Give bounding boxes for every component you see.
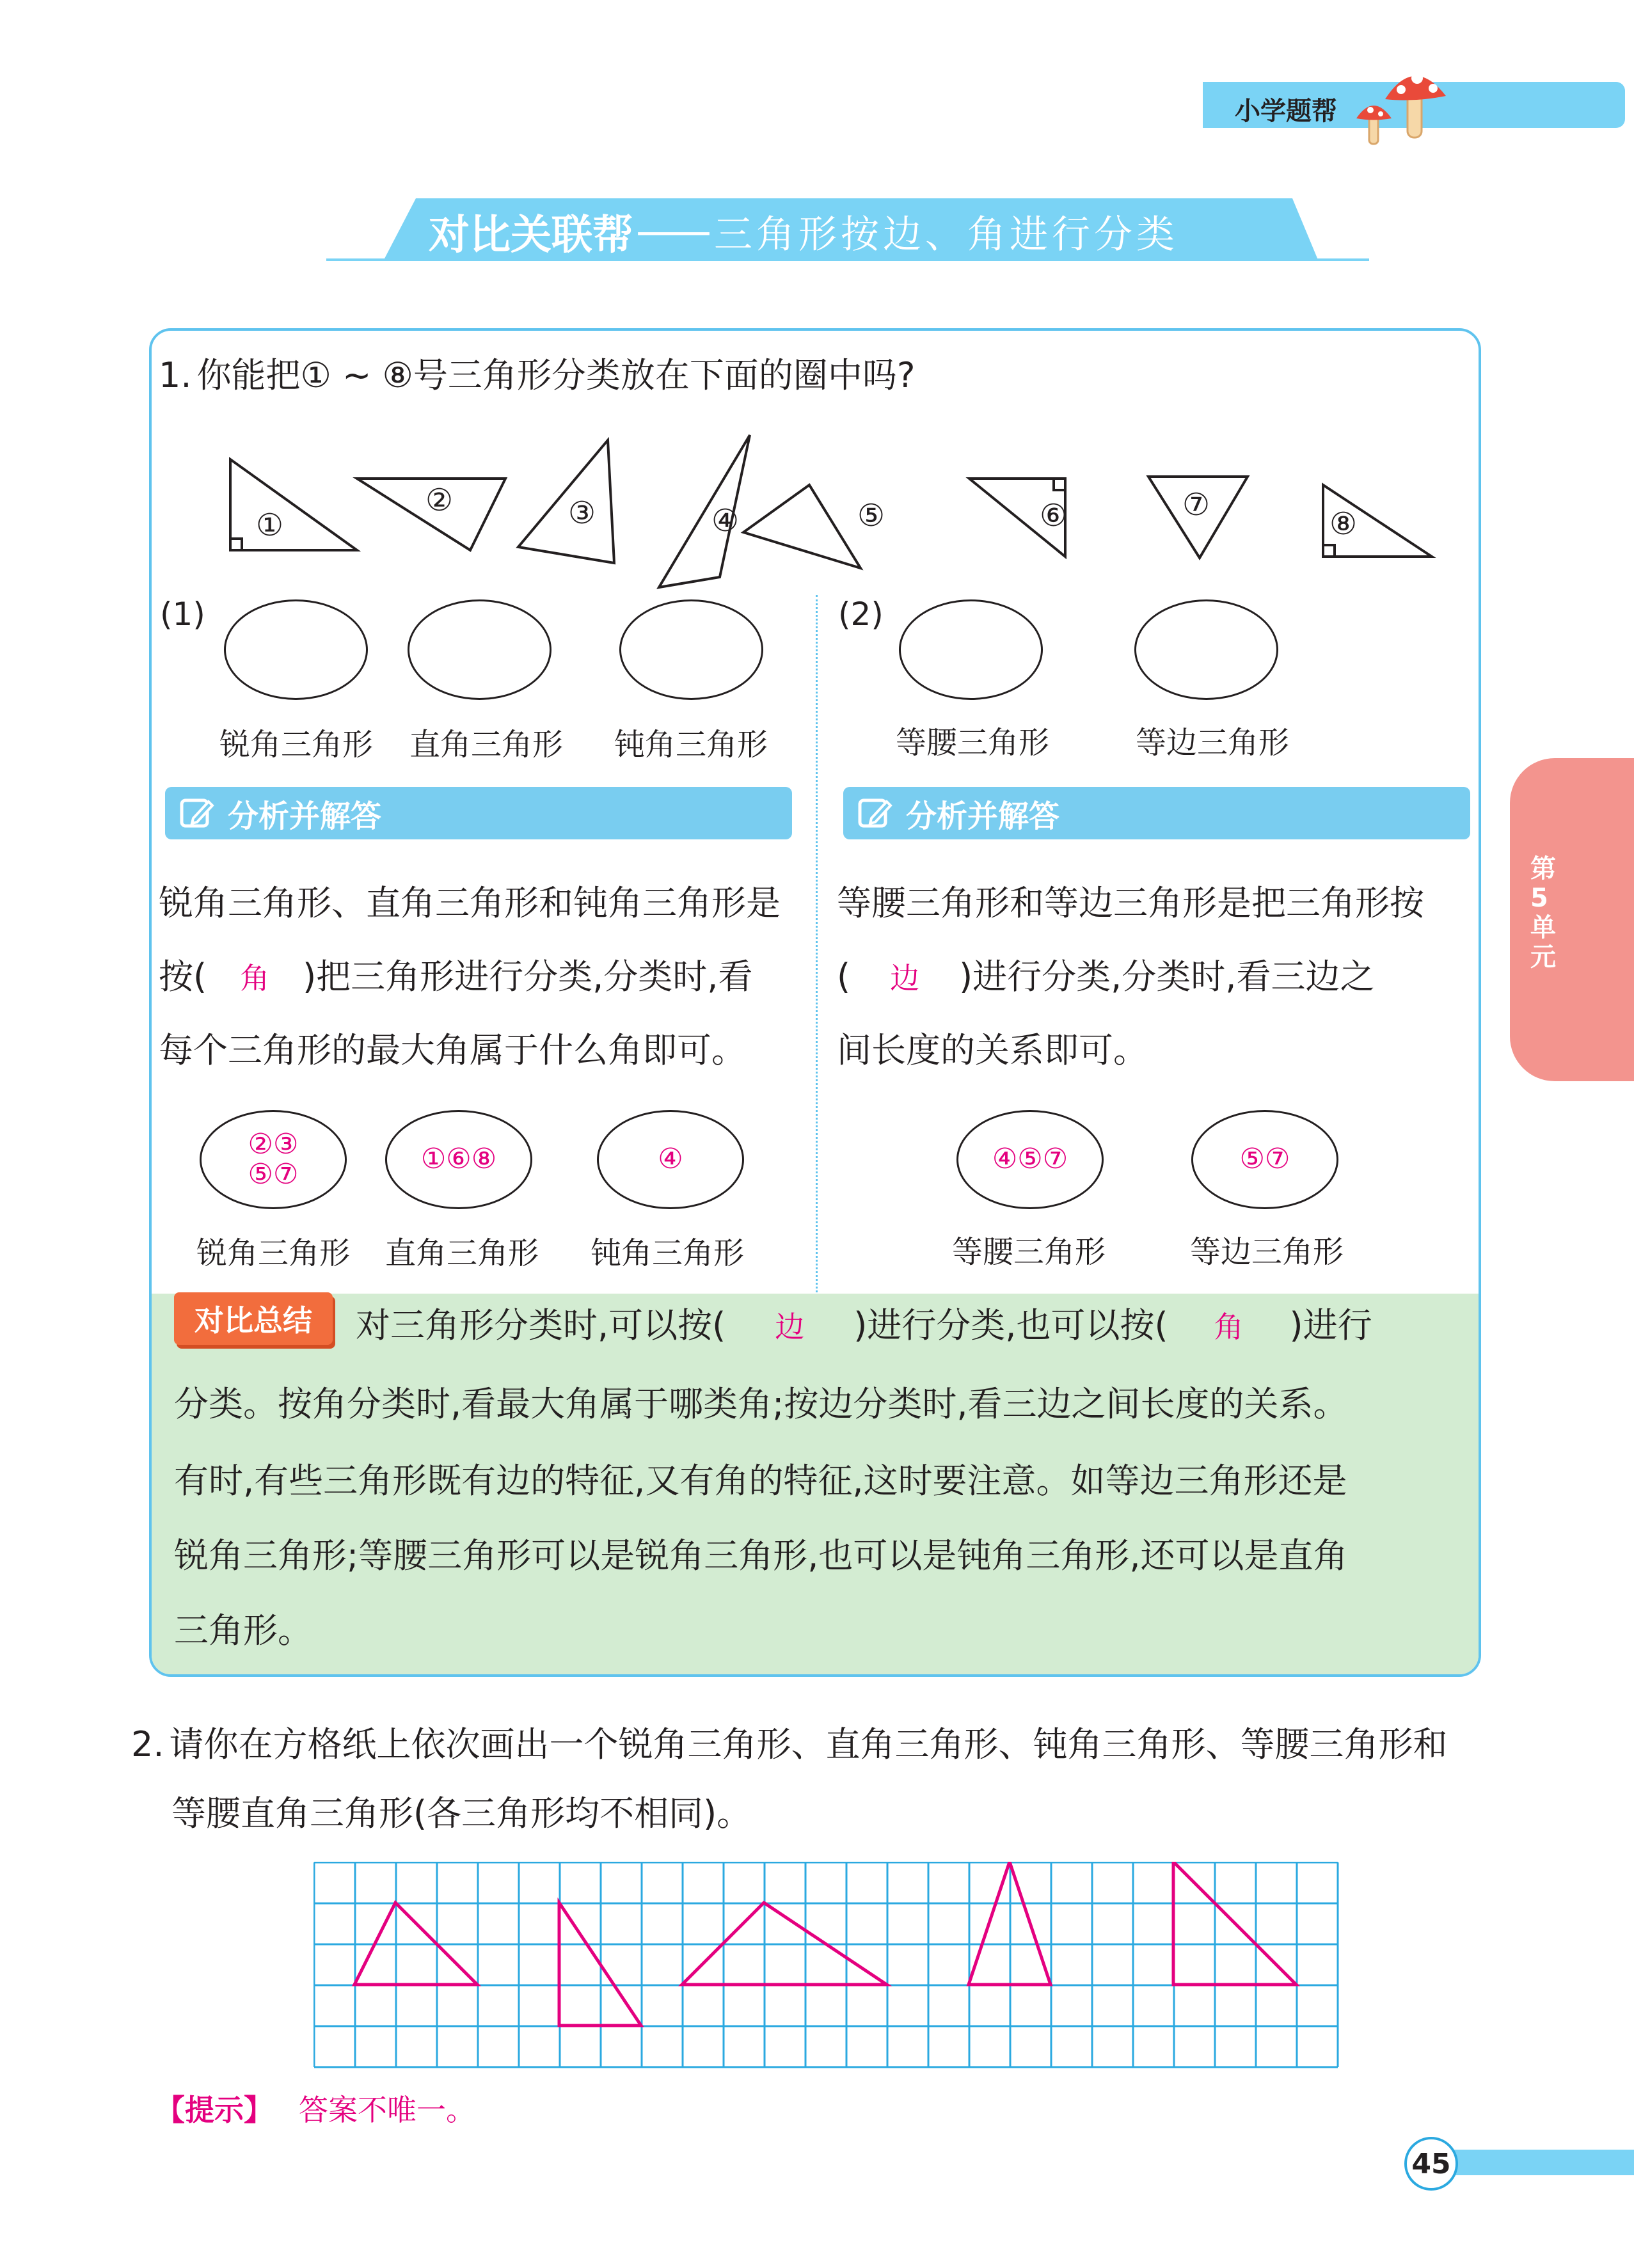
triangle-label-7: ⑦: [1182, 487, 1210, 523]
part2-explain-line2: [837, 956, 1375, 997]
blank-ellipse-equilateral[interactable]: [1134, 599, 1278, 700]
answer-label-acute: 锐角三角形: [196, 1235, 351, 1271]
brand-text: 小学题帮: [1235, 97, 1337, 126]
summary-line5: 三角形。: [174, 1610, 312, 1651]
part2-label-isosceles: 等腰三角形: [896, 725, 1050, 761]
part2-answer-side: 边: [890, 961, 920, 995]
blank-ellipse-right[interactable]: [408, 599, 551, 700]
q1-question: [159, 355, 916, 395]
answer-ellipse-isosceles: [956, 1110, 1104, 1209]
part1-label-obtuse: 钝角三角形: [614, 727, 768, 763]
part1-explain-line3: 每个三角形的最大角属于什么角即可。: [159, 1030, 746, 1070]
column-divider: [816, 595, 818, 1292]
answer-equilateral: ⑤⑦: [1239, 1143, 1290, 1176]
title-main: 对比关联帮: [429, 212, 633, 259]
analysis-title-1: 分析并解答: [228, 798, 382, 834]
unit-tab-text: 第5单元: [1530, 854, 1556, 972]
blank-ellipse-isosceles[interactable]: [899, 599, 1043, 700]
analysis-header-1: [165, 787, 792, 839]
part1-label-acute: 锐角三角形: [219, 727, 374, 763]
blank-ellipse-acute[interactable]: [224, 599, 368, 700]
answer-label-right: 直角三角形: [385, 1235, 539, 1271]
part1-explain-line2: [159, 956, 753, 997]
title-dash: ——: [636, 208, 705, 255]
triangle-label-2: ②: [425, 482, 454, 518]
part1-explain-line2-a: 按(: [159, 956, 207, 997]
answer-label-isosceles: 等腰三角形: [952, 1234, 1106, 1270]
grid-paper: [313, 1862, 1354, 2070]
answer-ellipse-right: [385, 1110, 532, 1209]
hint-label: 【提示】: [155, 2093, 273, 2127]
summary-tag-text: 对比总结: [194, 1303, 312, 1338]
answer-ellipse-acute: [200, 1110, 347, 1209]
pencil-icon: [178, 794, 216, 832]
answer-label-equilateral: 等边三角形: [1190, 1234, 1344, 1270]
answer-acute-line2: ⑤⑦: [248, 1157, 299, 1191]
part1-explain-line1: 锐角三角形、直角三角形和钝角三角形是: [159, 883, 781, 923]
part2-label: (2): [838, 596, 884, 633]
hint: [155, 2095, 475, 2125]
answer-label-obtuse: 钝角三角形: [591, 1235, 745, 1271]
unit-tab: [1510, 758, 1634, 1081]
summary-line1-b: )进行分类,也可以按(: [853, 1305, 1168, 1345]
part1-label: (1): [160, 596, 205, 633]
answer-ellipse-equilateral: [1191, 1110, 1338, 1209]
answer-right: ①⑥⑧: [420, 1143, 497, 1176]
q1-question-text: 你能把① ~ ⑧号三角形分类放在下面的圈中吗?: [196, 355, 916, 395]
part2-explain-line3: 间长度的关系即可。: [837, 1030, 1148, 1070]
q2-line2: 等腰直角三角形(各三角形均不相同)。: [171, 1793, 752, 1834]
hint-text: 答案不唯一。: [299, 2093, 475, 2127]
answer-ellipse-obtuse: [597, 1110, 744, 1209]
pencil-icon: [856, 794, 894, 832]
triangle-5: [743, 485, 861, 568]
part2-explain-line2-b: )进行分类,分类时,看三边之: [959, 956, 1375, 997]
part2-explain-line1: 等腰三角形和等边三角形是把三角形按: [837, 883, 1424, 923]
page-number-bar: [1440, 2150, 1634, 2175]
triangle-label-8: ⑧: [1329, 506, 1358, 542]
answer-acute-line1: ②③: [248, 1128, 299, 1161]
title-sub: 三角形按边、角进行分类: [714, 212, 1178, 257]
q2-line1: [131, 1724, 1448, 1764]
summary-line4: 锐角三角形;等腰三角形可以是锐角三角形,也可以是钝角三角形,还可以是直角: [174, 1535, 1348, 1576]
triangle-label-4: ④: [711, 503, 740, 539]
q2-number: 2.: [131, 1724, 164, 1764]
analysis-title-2: 分析并解答: [906, 798, 1060, 834]
drawn-triangle-5: [1173, 1862, 1296, 1985]
answer-obtuse: ④: [658, 1143, 683, 1176]
triangle-label-3: ③: [568, 495, 596, 531]
section-title: [429, 206, 1178, 257]
mushroom-icon: [1350, 58, 1465, 147]
triangle-1: [230, 459, 357, 550]
q1-number: 1.: [159, 355, 192, 395]
part2-label-equilateral: 等边三角形: [1136, 725, 1290, 761]
summary-line2: 分类。按角分类时,看最大角属于哪类角;按边分类时,看三边之间长度的关系。: [174, 1384, 1348, 1424]
triangle-label-5: ⑤: [857, 498, 885, 534]
page-number: 45: [1411, 2147, 1451, 2180]
part2-explain-line2-a: (: [837, 956, 851, 997]
part1-explain-line2-b: )把三角形进行分类,分类时,看: [303, 956, 753, 997]
summary-line1-c: )进行: [1289, 1305, 1372, 1345]
blank-ellipse-obtuse[interactable]: [619, 599, 763, 700]
analysis-header-2: [843, 787, 1470, 839]
answer-isosceles: ④⑤⑦: [992, 1143, 1068, 1176]
triangles-row: [218, 422, 1452, 595]
summary-line1: [356, 1305, 1372, 1345]
part1-label-right: 直角三角形: [409, 727, 564, 763]
q2-line1-text: 请你在方格纸上依次画出一个锐角三角形、直角三角形、钝角三角形、等腰三角形和: [169, 1724, 1448, 1764]
triangle-3: [518, 440, 614, 563]
summary-tag: [174, 1292, 333, 1345]
triangle-label-6: ⑥: [1040, 498, 1068, 534]
summary-answer-side: 边: [775, 1310, 805, 1344]
part1-answer-angle: 角: [240, 961, 270, 995]
summary-line3: 有时,有些三角形既有边的特征,又有角的特征,这时要注意。如等边三角形还是: [174, 1461, 1347, 1501]
triangle-label-1: ①: [256, 507, 284, 543]
summary-line1-a: 对三角形分类时,可以按(: [356, 1305, 726, 1345]
summary-answer-angle: 角: [1214, 1310, 1244, 1344]
page-number-circle: [1404, 2137, 1458, 2191]
